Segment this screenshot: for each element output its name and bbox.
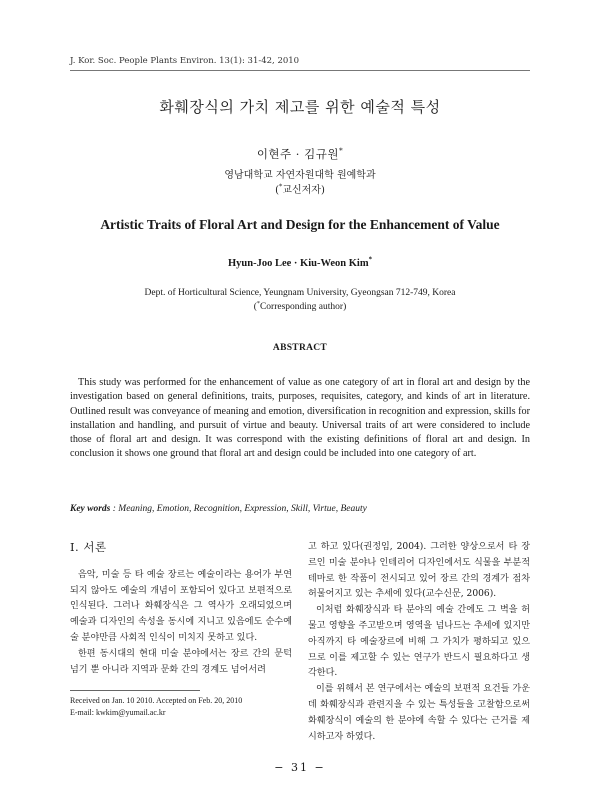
korean-authors-text: 이현주 · 김규원	[256, 147, 339, 161]
abstract-heading: ABSTRACT	[272, 343, 328, 353]
english-corresponding-text: Corresponding author	[259, 302, 344, 312]
english-authors-text: Hyun-Joo Lee · Kiu-Weon Kim	[228, 258, 369, 269]
korean-corresponding-text: 교신저자	[282, 185, 321, 196]
paragraph: 음악, 미술 등 타 예술 장르는 예술이라는 용어가 부연되지 않아도 예술의 개념이 포함되어 있다고 보편적으로 인식된다. 그러나 화훼장식은 그 역사가 오래되었으며 예술과 디자인의 속성을 동시에 지니고 있음에도 순수예술 분야만큼 사회적 인식이 미치지 못하고 있다.	[70, 569, 292, 643]
keywords	[70, 504, 530, 514]
korean-title: 화훼장식의 가치 제고를 위한 예술적 특성	[159, 98, 441, 116]
left-column	[70, 540, 292, 678]
page-number: − 31 −	[274, 761, 326, 774]
english-affiliation: Dept. of Horticultural Science, Yeungnam University, Gyeongsan 712-749, Korea	[144, 288, 456, 298]
korean-corresponding: (*교신저자)	[275, 182, 325, 196]
paragraph: 이를 위해서 본 연구에서는 예술의 보편적 요건들 가운데 화훼장식과 관련지을 수 있는 특성들을 고찰함으로써 화훼장식이 예술의 한 분야에 속할 수 있다는 근거를 제시하고자 하였다.	[308, 684, 530, 742]
korean-authors	[0, 146, 600, 162]
journal-citation: J. Kor. Soc. People Plants Environ. 13(1): 31-42, 2010	[70, 56, 300, 66]
abstract-text: This study was performed for the enhancement of value as one category of art in floral art and design by the investigation based on general definitions, traits, purposes, requisites, category, and kinds of art in literature. Outlined result was conveyance of meaning and emotion, diversification in recognition and expression, skills for installation and handling, and pursuit of virtue and beauty. Universal traits of art were considered to include those of floral art and design. It was correspond with the existing definitions of floral art and design. In conclusion it shows one ground that floral art and design could be included into one category of art.	[70, 377, 530, 460]
section-heading: Ⅰ. 서론	[70, 540, 107, 554]
english-title: Artistic Traits of Floral Art and Design for the Enhancement of Value	[100, 217, 500, 232]
footnote-received: Received on Jan. 10 2010. Accepted on Feb. 20, 2010	[70, 696, 243, 705]
paragraph: 이처럼 화훼장식과 타 분야의 예술 간에도 그 벽을 허물고 영향을 주고받으며 영역을 넘나드는 추세에 있지만 아직까지 타 예술장르에 비해 그 가치가 평하되고 있으므로 이를 제고할 수 있는 연구가 반드시 필요하다고 생각한다.	[308, 605, 530, 679]
footnote-rule	[70, 690, 200, 691]
paragraph: 고 하고 있다(권정임, 2004). 그러한 양상으로서 타 장르인 미술 분야나 인테리어 디자인에서도 식물을 부분적 테마로 한 작품이 전시되고 있어 장르 간의 경계가 점차 허물어지고 있는 추세에 있다(교수신문, 2006).	[308, 542, 530, 600]
korean-affiliation: 영남대학교 자연자원대학 원예학과	[224, 170, 376, 181]
keywords-label: Key words	[70, 504, 111, 514]
header-rule	[70, 70, 530, 71]
right-column	[308, 540, 530, 745]
corresponding-mark-en: *	[368, 256, 372, 264]
corresponding-mark: *	[338, 146, 344, 156]
paragraph: 한편 동시대의 현대 미술 분야에서는 장르 간의 문턱 넘기 뿐 아니라 지역과 문화 간의 경계도 넘어서려	[70, 648, 292, 675]
keywords-text: : Meaning, Emotion, Recognition, Expression, Skill, Virtue, Beauty	[110, 504, 367, 514]
footnote-email: E-mail: kwkim@yumail.ac.kr	[70, 708, 166, 717]
english-authors	[0, 258, 600, 269]
english-corresponding: (*Corresponding author)	[253, 300, 347, 312]
